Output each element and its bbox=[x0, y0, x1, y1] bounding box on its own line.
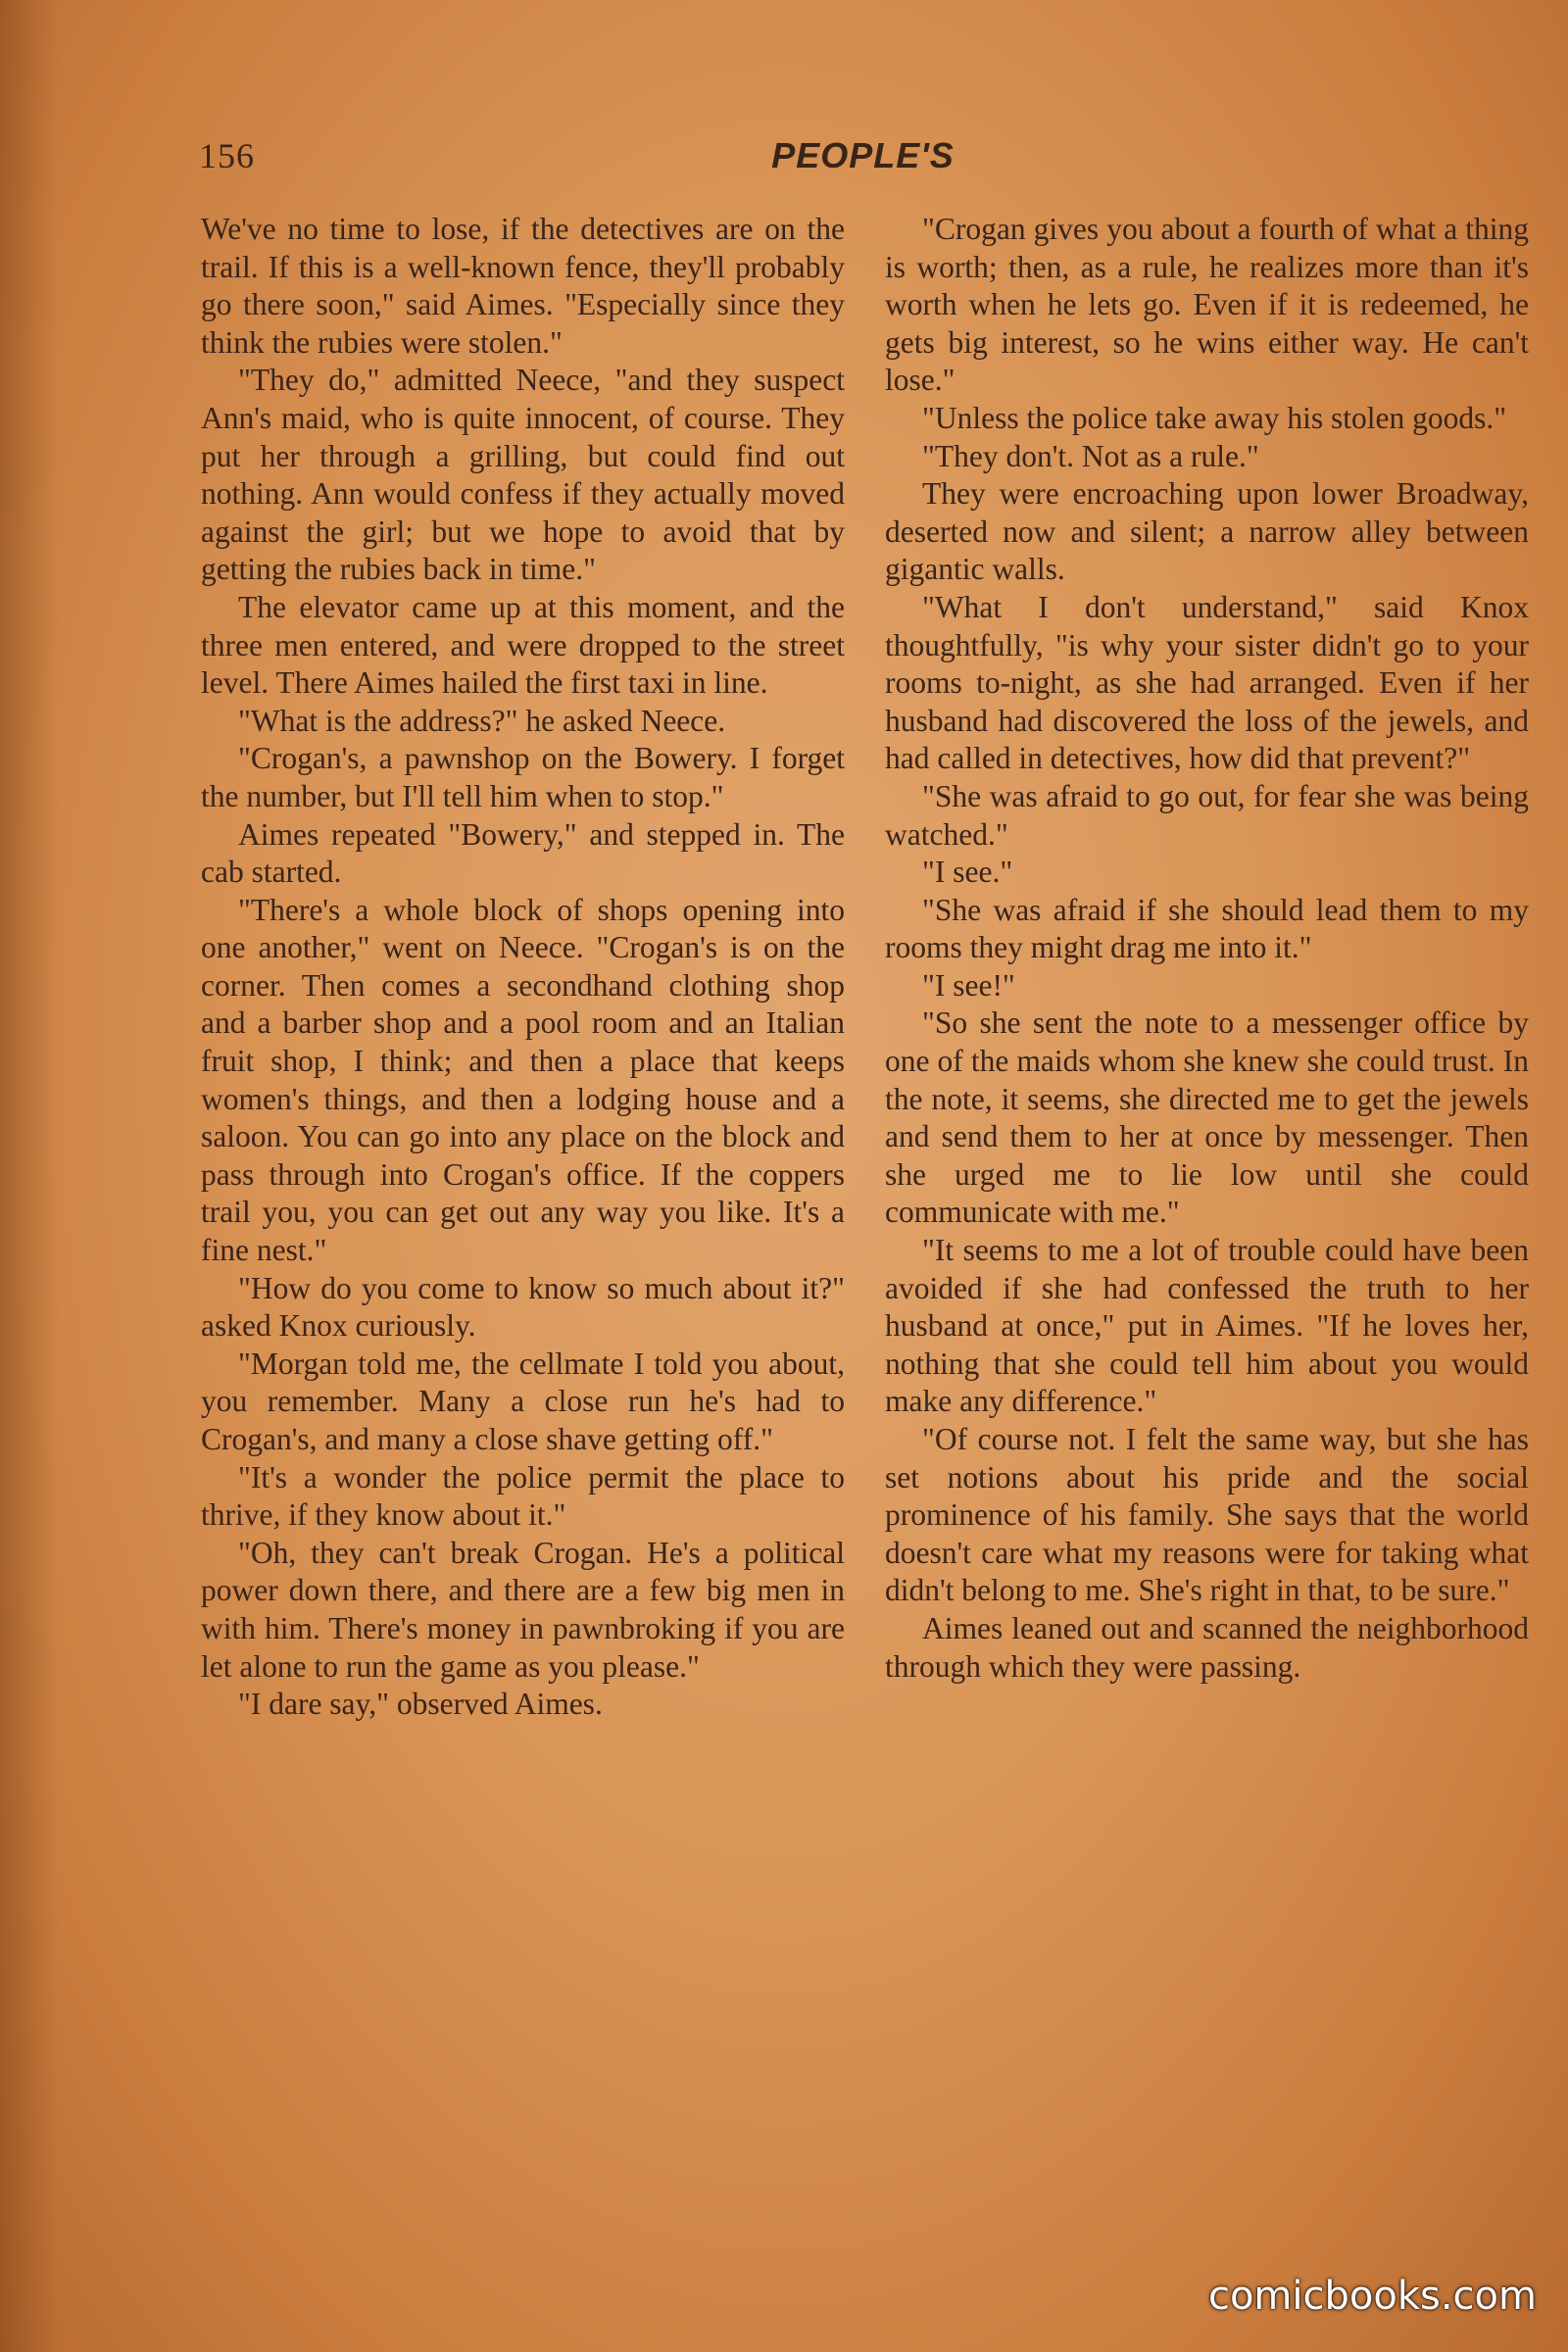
paragraph: "It's a wonder the police permit the place to thrive, if they know about it." bbox=[201, 1459, 845, 1533]
paragraph: "She was afraid if she should lead them to my rooms they might drag me into it." bbox=[885, 892, 1529, 965]
paragraph: "Crogan's, a pawnshop on the Bowery. I forget the number, but I'll tell him when to stop." bbox=[201, 741, 845, 813]
paragraph: Aimes repeated "Bowery," and stepped in. The cab started. bbox=[201, 816, 845, 890]
paragraph: "Crogan gives you about a fourth of what a thing is worth; then, as a rule, he realizes more than it's worth when he lets go. Even if it is redeemed, he gets big interest, so he wins either way. He can't lose." bbox=[885, 212, 1529, 398]
paragraph: "Unless the police take away his stolen goods." bbox=[922, 400, 1507, 435]
paragraph: "So she sent the note to a messenger office by one of the maids whom she knew she could trust. In the note, it seems, she directed me to get the jewels and send them to her at once by messenger. Then she urged me to lie low until she could communicate with me." bbox=[885, 1005, 1529, 1230]
paragraph: "Morgan told me, the cellmate I told you about, you remember. Many a close run he's had to Crogan's, and many a close shave getting off." bbox=[201, 1346, 845, 1456]
left-column bbox=[201, 211, 845, 1724]
paragraph: "They do," admitted Neece, "and they suspect Ann's maid, who is quite innocent, of course. They put her through a grilling, but could find out nothing. Ann would confess if they actually moved against the girl; but we hope to avoid that by getting the rubies back in time." bbox=[201, 363, 845, 587]
paragraph: The elevator came up at this moment, and the three men entered, and were dropped to the street level. There Aimes hailed the first taxi in line. bbox=[201, 589, 845, 701]
paragraph: "I see!" bbox=[922, 967, 1015, 1003]
paragraph: "What is the address?" he asked Neece. bbox=[238, 703, 726, 738]
page-header bbox=[199, 135, 1527, 194]
paragraph: "I see." bbox=[922, 855, 1013, 890]
right-column bbox=[885, 211, 1529, 1686]
paragraph: "It seems to me a lot of trouble could have been avoided if she had confessed the truth to her husband at once," put in Aimes. "If he loves her, nothing that she could tell him about you would make any difference." bbox=[885, 1233, 1529, 1419]
paragraph: "How do you come to know so much about it?" asked Knox curiously. bbox=[201, 1270, 845, 1344]
paragraph: Aimes leaned out and scanned the neighborhood through which they were passing. bbox=[885, 1610, 1529, 1684]
paragraph: "They don't. Not as a rule." bbox=[922, 438, 1259, 473]
paragraph: They were encroaching upon lower Broadway, deserted now and silent; a narrow alley between gigantic walls. bbox=[885, 476, 1529, 587]
paragraph: We've no time to lose, if the detectives are on the trail. If this is a well-known fence, they'll probably go there soon," said Aimes. "Especially since they think the rubies were stolen." bbox=[201, 212, 845, 360]
paragraph: "There's a whole block of shops opening into one another," went on Neece. "Crogan's is on the corner. Then comes a secondhand clothing shop and a barber shop and a pool room and an Italian fruit shop, I think; and then a place that keeps women's things, and then a lodging house and a saloon. You can go into any place on the block and pass through into Crogan's office. If the coppers trail you, you can get out any way you like. It's a fine nest." bbox=[201, 892, 845, 1268]
watermark: comicbooks.com bbox=[1207, 2274, 1537, 2319]
paragraph: "Oh, they can't break Crogan. He's a political power down there, and there are a few big men in with him. There's money in pawnbroking if you are let alone to run the game as you please." bbox=[201, 1535, 845, 1684]
paragraph: "I dare say," observed Aimes. bbox=[238, 1687, 603, 1722]
running-head: PEOPLE'S bbox=[771, 135, 955, 175]
paragraph: "Of course not. I felt the same way, but she has set notions about his pride and the social prominence of his family. She says that the world doesn't care what my reasons were for taking what didn't belong to me. She's right in that, to be sure." bbox=[885, 1422, 1529, 1608]
page-edge-shadow bbox=[0, 0, 59, 2352]
paragraph: "What I don't understand," said Knox thoughtfully, "is why your sister didn't go to your rooms to-night, as she had arranged. Even if her husband had discovered the loss of the jewels, and had called in detectives, how did that prevent?" bbox=[885, 589, 1529, 776]
paragraph: "She was afraid to go out, for fear she was being watched." bbox=[885, 778, 1529, 852]
page-number: 156 bbox=[199, 136, 255, 175]
